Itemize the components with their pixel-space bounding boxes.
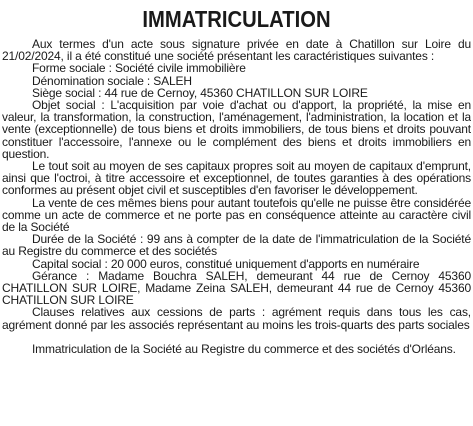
paragraph-legal-form: Forme sociale : Société civile immobilière	[32, 61, 246, 76]
paragraph-corporate-purpose: Objet social : L'acquisition par voie d'achat ou d'apport, la propriété, la mise en valeur, la transformation, la construction, l'aménagement, l'administration, la location et la vente (exceptionnelle) de tous biens et droits immobiliers, de tous biens et droits pouvant constituer l'accessoire, l'annexe ou le complément des biens et droits immobiliers en question.	[2, 98, 471, 161]
paragraph-management: Gérance : Madame Bouchra SALEH, demeurant 44 rue de Cernoy 45360 CHATILLON SUR LOIRE, Madame Zeina SALEH, demeurant 44 rue de Cernoy 45360 CHATILLON SUR LOIRE	[2, 268, 471, 308]
paragraph-sale-of-assets: La vente de ces mêmes biens pour autant toutefois qu'elle ne puisse être considérée comme un acte de commerce et ne porte pas en conséquence atteinte au caractère civil de la Société	[2, 195, 471, 235]
paragraph-company-name: Dénomination sociale : SALEH	[32, 73, 192, 88]
notice-body	[2, 38, 471, 355]
legal-notice	[2, 4, 471, 424]
notice-title: IMMATRICULATION	[142, 6, 331, 32]
paragraph-act-constitution: Aux termes d'un acte sous signature privée en date à Chatillon sur Loire du 21/02/2024, il a été constitué une société présentant les caractéristiques suivantes :	[2, 37, 471, 64]
paragraph-share-transfer-clauses: Clauses relatives aux cessions de parts : agrément requis dans tous les cas, agrément donné par les associés représentant au moins les trois-quarts des parts sociales	[2, 305, 471, 332]
paragraph-registered-office: Siège social : 44 rue de Cernoy, 45360 CHATILLON SUR LOIRE	[32, 85, 368, 100]
paragraph-registration: Immatriculation de la Société au Registre du commerce et des sociétés d'Orléans.	[32, 342, 456, 357]
paragraph-financing: Le tout soit au moyen de ses capitaux propres soit au moyen de capitaux d'emprunt, ainsi que l'octroi, à titre accessoire et exceptionnel, de toutes garanties à des opérations conformes au présent objet civil et susceptibles d'en favoriser le développement.	[2, 159, 471, 198]
paragraph-duration: Durée de la Société : 99 ans à compter de la date de l'immatriculation de la Société au Registre du commerce et des sociétés	[2, 232, 471, 259]
paragraph-share-capital: Capital social : 20 000 euros, constitué uniquement d'apports en numéraire	[32, 256, 420, 271]
